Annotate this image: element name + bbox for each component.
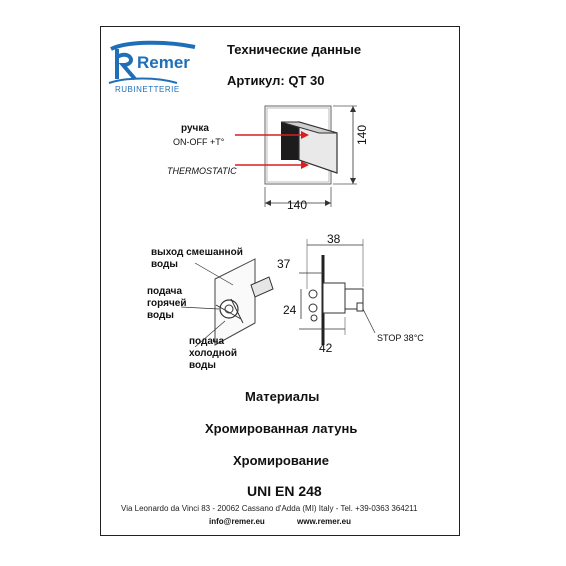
hot-supply-label: [147, 286, 186, 322]
company-address: Via Leonardo da Vinci 83 - 20062 Cassano d'Adda (MI) Italy - Tel. +39-0363 364211: [121, 504, 418, 513]
cold-supply-label: [189, 336, 237, 372]
mixed-outlet-label: [151, 247, 243, 271]
mixed-outlet-line1: выход смешанной: [151, 247, 243, 258]
logo-subline: RUBINETTERIE: [115, 85, 180, 94]
website-link[interactable]: www.remer.eu: [297, 517, 351, 526]
front-height-dim: 140: [355, 124, 369, 145]
front-width-dim: 140: [287, 198, 308, 212]
article-colon: :: [280, 73, 285, 88]
thermostatic-label: THERMOSTATIC: [167, 166, 237, 176]
standard-value: UNI EN 248: [247, 483, 322, 499]
dim-38: 38: [327, 232, 341, 246]
logo-word: Remer: [137, 53, 190, 72]
dim-42: 42: [319, 341, 333, 355]
email-link[interactable]: info@remer.eu: [209, 517, 265, 526]
cold-line3: воды: [189, 360, 216, 371]
dim-24: 24: [283, 303, 297, 317]
handle-label: ручка: [181, 123, 209, 134]
article-label: Артикул: [227, 73, 281, 88]
finish-value: Хромирование: [233, 453, 329, 468]
hot-line2: горячей: [147, 298, 187, 309]
hot-line3: воды: [147, 310, 174, 321]
dim-37: 37: [277, 257, 291, 271]
cold-line1: подача: [189, 336, 225, 347]
hot-line1: подача: [147, 286, 183, 297]
handle-box: [281, 122, 299, 160]
handle-sublabel: ON-OFF +T°: [173, 137, 225, 147]
article-code: QT 30: [288, 73, 325, 88]
cold-line2: холодной: [189, 348, 238, 359]
stop-label: STOP 38°C: [377, 333, 424, 343]
mixed-outlet-line2: воды: [151, 259, 178, 270]
spec-sheet: [100, 26, 460, 536]
materials-heading: Материалы: [245, 389, 320, 404]
material-value: Хромированная латунь: [205, 421, 358, 436]
page-title: Технические данные: [227, 42, 362, 57]
